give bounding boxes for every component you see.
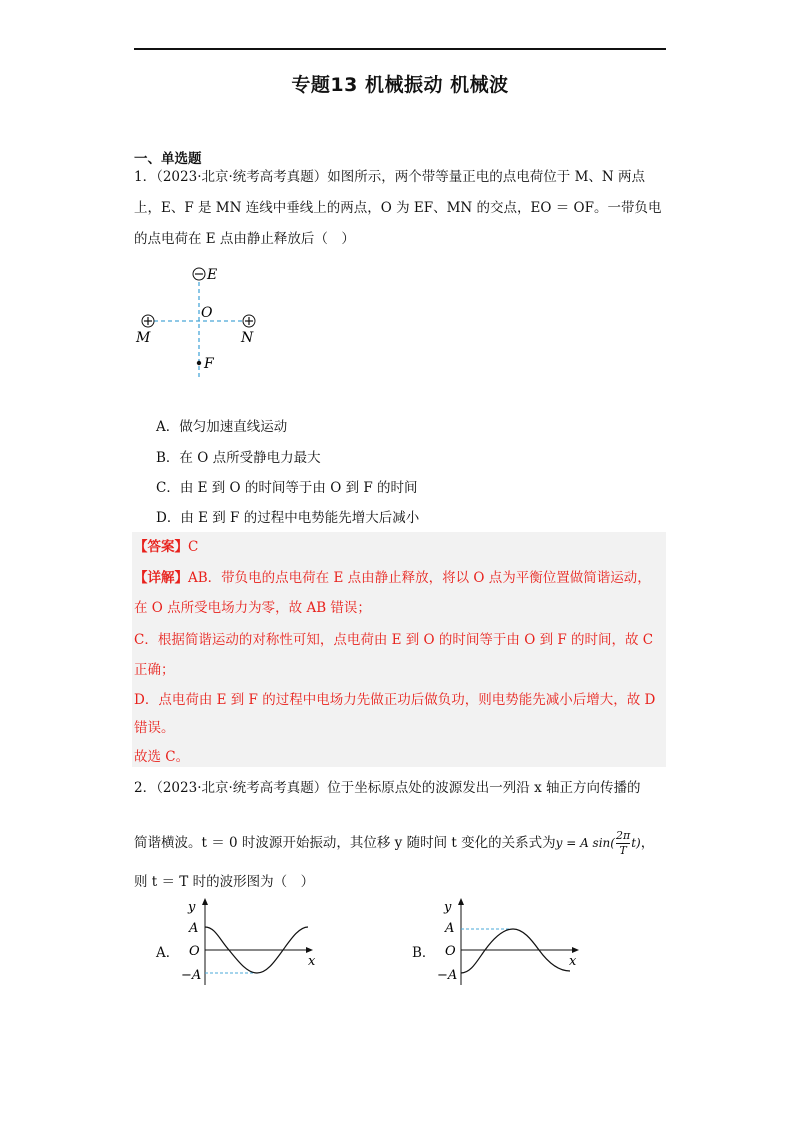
wave-curve	[461, 929, 570, 973]
formula-rhs: t)	[631, 836, 641, 850]
x-axis-label: x	[308, 954, 316, 969]
detail-line-2: 在 O 点所受电场力为零，故 AB 错误；	[134, 600, 371, 616]
detail-line-7: 故选 C。	[134, 749, 190, 765]
graph-a-option-label: A．	[156, 945, 180, 961]
q1-option-a: A．做匀加速直线运动	[156, 419, 288, 435]
q2-line-3: 则 t ＝ T 时的波形图为（ ）	[134, 874, 315, 890]
origin-label: O	[189, 944, 200, 959]
formula-numerator: 2π	[615, 829, 631, 842]
positive-charge-n-icon	[243, 315, 255, 327]
q1-option-d: D．由 E 到 F 的过程中电势能先增大后减小	[156, 510, 420, 526]
graph-b-option-label: B．	[412, 945, 436, 961]
q1-option-c: C．由 E 到 O 的时间等于由 O 到 F 的时间	[156, 480, 418, 496]
answer-line	[134, 538, 198, 556]
label-e: E	[207, 267, 218, 283]
y-axis-label: y	[444, 900, 452, 915]
answer-value: C	[188, 539, 199, 555]
label-f: F	[204, 356, 214, 372]
answer-label: 【答案】	[134, 539, 188, 555]
label-n: N	[241, 330, 254, 346]
formula-fraction	[616, 829, 630, 858]
detail-line-5: D．点电荷由 E 到 F 的过程中电场力先做正功后做负功，则电势能先减小后增大，故 D	[134, 692, 656, 708]
header-rule	[134, 48, 666, 50]
amplitude-top-label: A	[445, 921, 455, 936]
formula-end: ，	[640, 835, 655, 851]
formula-denominator: T	[619, 844, 627, 857]
detail-label: 【详解】	[134, 570, 188, 586]
amplitude-bottom-label: −A	[181, 968, 202, 983]
page-title: 专题13 机械振动 机械波	[291, 74, 509, 96]
label-m: M	[136, 330, 151, 346]
q1-line-2: 上，E、F 是 MN 连线中垂线上的两点，O 为 EF、MN 的交点，EO ＝ OF。一带负电	[134, 200, 662, 216]
q1-option-b: B．在 O 点所受静电力最大	[156, 450, 321, 466]
label-o: O	[201, 305, 213, 321]
negative-charge-icon	[193, 268, 205, 280]
q2-line-2	[134, 829, 654, 858]
detail-line-1	[134, 569, 651, 587]
y-axis-label: y	[188, 900, 196, 915]
graph-b	[428, 895, 588, 995]
amplitude-top-label: A	[189, 921, 199, 936]
section-heading: 一、单选题	[134, 151, 202, 167]
graph-a	[172, 895, 322, 995]
amplitude-bottom-label: −A	[437, 968, 458, 983]
x-axis-label: x	[569, 954, 577, 969]
origin-label: O	[445, 944, 456, 959]
detail-line-4: 正确；	[134, 662, 175, 678]
q1-charge-figure	[130, 260, 270, 385]
q2-line-1: 2．（2023·北京·统考高考真题）位于坐标原点处的波源发出一列沿 x 轴正方向传播的	[134, 780, 641, 796]
positive-charge-m-icon	[142, 315, 154, 327]
q1-line-1: 1．（2023·北京·统考高考真题）如图所示，两个带等量正电的点电荷位于 M、N 两点	[134, 169, 645, 185]
detail-text-1: AB．带负电的点电荷在 E 点由静止释放，将以 O 点为平衡位置做简谐运动，	[188, 570, 651, 586]
q1-line-3: 的点电荷在 E 点由静止释放后（ ）	[134, 231, 355, 247]
detail-line-3: C．根据简谐运动的对称性可知，点电荷由 E 到 O 的时间等于由 O 到 F 的时间，故 C	[134, 632, 654, 648]
detail-line-6: 错误。	[134, 720, 175, 736]
answer-box	[132, 532, 666, 767]
formula-lhs: y = A sin(	[555, 836, 615, 850]
point-f-dot	[197, 361, 201, 365]
formula	[556, 829, 641, 858]
q2-line-2-text: 简谐横波。t ＝ 0 时波源开始振动，其位移 y 随时间 t 变化的关系式为	[134, 835, 556, 851]
